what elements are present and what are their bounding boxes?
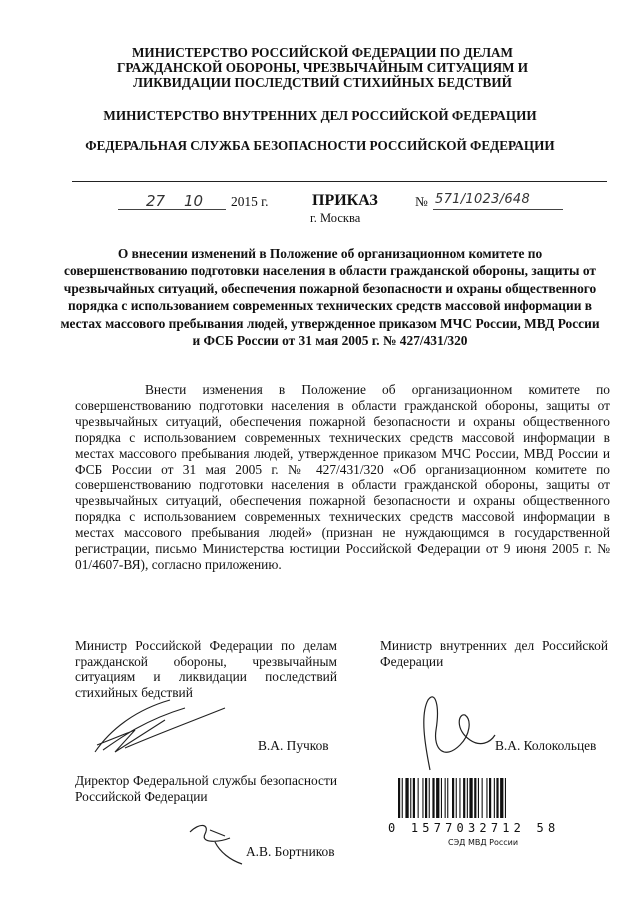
order-doc-type: ПРИКАЗ [312,192,378,209]
number-value: 571/1023/648 [435,192,531,207]
order-city: г. Москва [310,211,361,225]
date-year: 2015 г. [231,194,269,209]
barcode-caption: СЭД МВД России [448,838,519,847]
fsb-director-position: Директор Федеральной службы безопасности Российской Федерации [75,773,337,804]
mchs-signature [75,690,245,760]
ministry-mchs-heading: МИНИСТЕРСТВО РОССИЙСКОЙ ФЕДЕРАЦИИ ПО ДЕЛАМ ГРАЖДАНСКОЙ ОБОРОНЫ, ЧРЕЗВЫЧАЙНЫМ СИТУАЦИЯМ И ЛИКВИДАЦИИ ПОСЛЕДСТВИЙ СТИХИЙНЫХ БЕДСТВИЙ [116,45,529,90]
number-label: № [415,194,428,209]
order-title: О внесении изменений в Положение об организационном комитете по совершенствованию подготовки населения в области гражданской обороны, защиты от чрезвычайных ситуаций, обеспечения пожарной безопасности и охраны общественного порядка с использованием современных технических средств массовой информации в местах массового пребывания людей, утвержденное приказом МЧС России, МВД России и ФСБ России от 31 мая 2005 г. № 427/431/320 [60,246,600,349]
header-divider [72,181,607,182]
mvd-signature [400,685,500,775]
mchs-minister-name: В.А. Пучков [258,738,329,753]
date-month: 10 [184,192,204,210]
number-underline [433,209,563,210]
mvd-minister-position: Министр внутренних дел Российской Федерации [380,638,608,669]
ministry-mvd-heading: МИНИСТЕРСТВО ВНУТРЕННИХ ДЕЛ РОССИЙСКОЙ ФЕДЕРАЦИИ [103,108,537,123]
order-number [415,194,565,214]
ministry-fsb-heading: ФЕДЕРАЛЬНАЯ СЛУЖБА БЕЗОПАСНОСТИ РОССИЙСКОЙ ФЕДЕРАЦИИ [85,138,555,153]
barcode-digits: 0 1577032712 58 [388,821,560,835]
mvd-minister-name: В.А. Колокольцев [495,738,597,753]
order-body: Внести изменения в Положение об организационном комитете по совершенствованию подготовки населения в области гражданской обороны, защиты от чрезвычайных ситуаций, обеспечения пожарной безопасности и охраны общественного порядка с использованием современных технических средств массовой информации в местах массового пребывания людей, утвержденное приказом МЧС России, МВД России и ФСБ России от 31 мая 2005 г. № 427/431/320 «Об организационном комитете по совершенствованию подготовки населения в области гражданской обороны, защиты от чрезвычайных ситуаций, обеспечения пожарной безопасности и охраны общественного порядка с использованием современных технических средств массовой информации в местах массового пребывания людей» (признан не нуждающимся в государственной регистрации, письмо Министерства юстиции Российской Федерации от 9 июня 2005 г. № 01/4607-ВЯ), согласно приложению. [75,382,610,572]
barcode [398,778,558,820]
date-underline [118,209,226,210]
order-date [118,194,278,214]
fsb-director-name: А.В. Бортников [246,844,335,859]
mchs-minister-position: Министр Российской Федерации по делам гражданской обороны, чрезвычайным ситуациям и ликвидации последствий стихийных бедствий [75,638,337,700]
date-day: 27 [146,192,166,210]
